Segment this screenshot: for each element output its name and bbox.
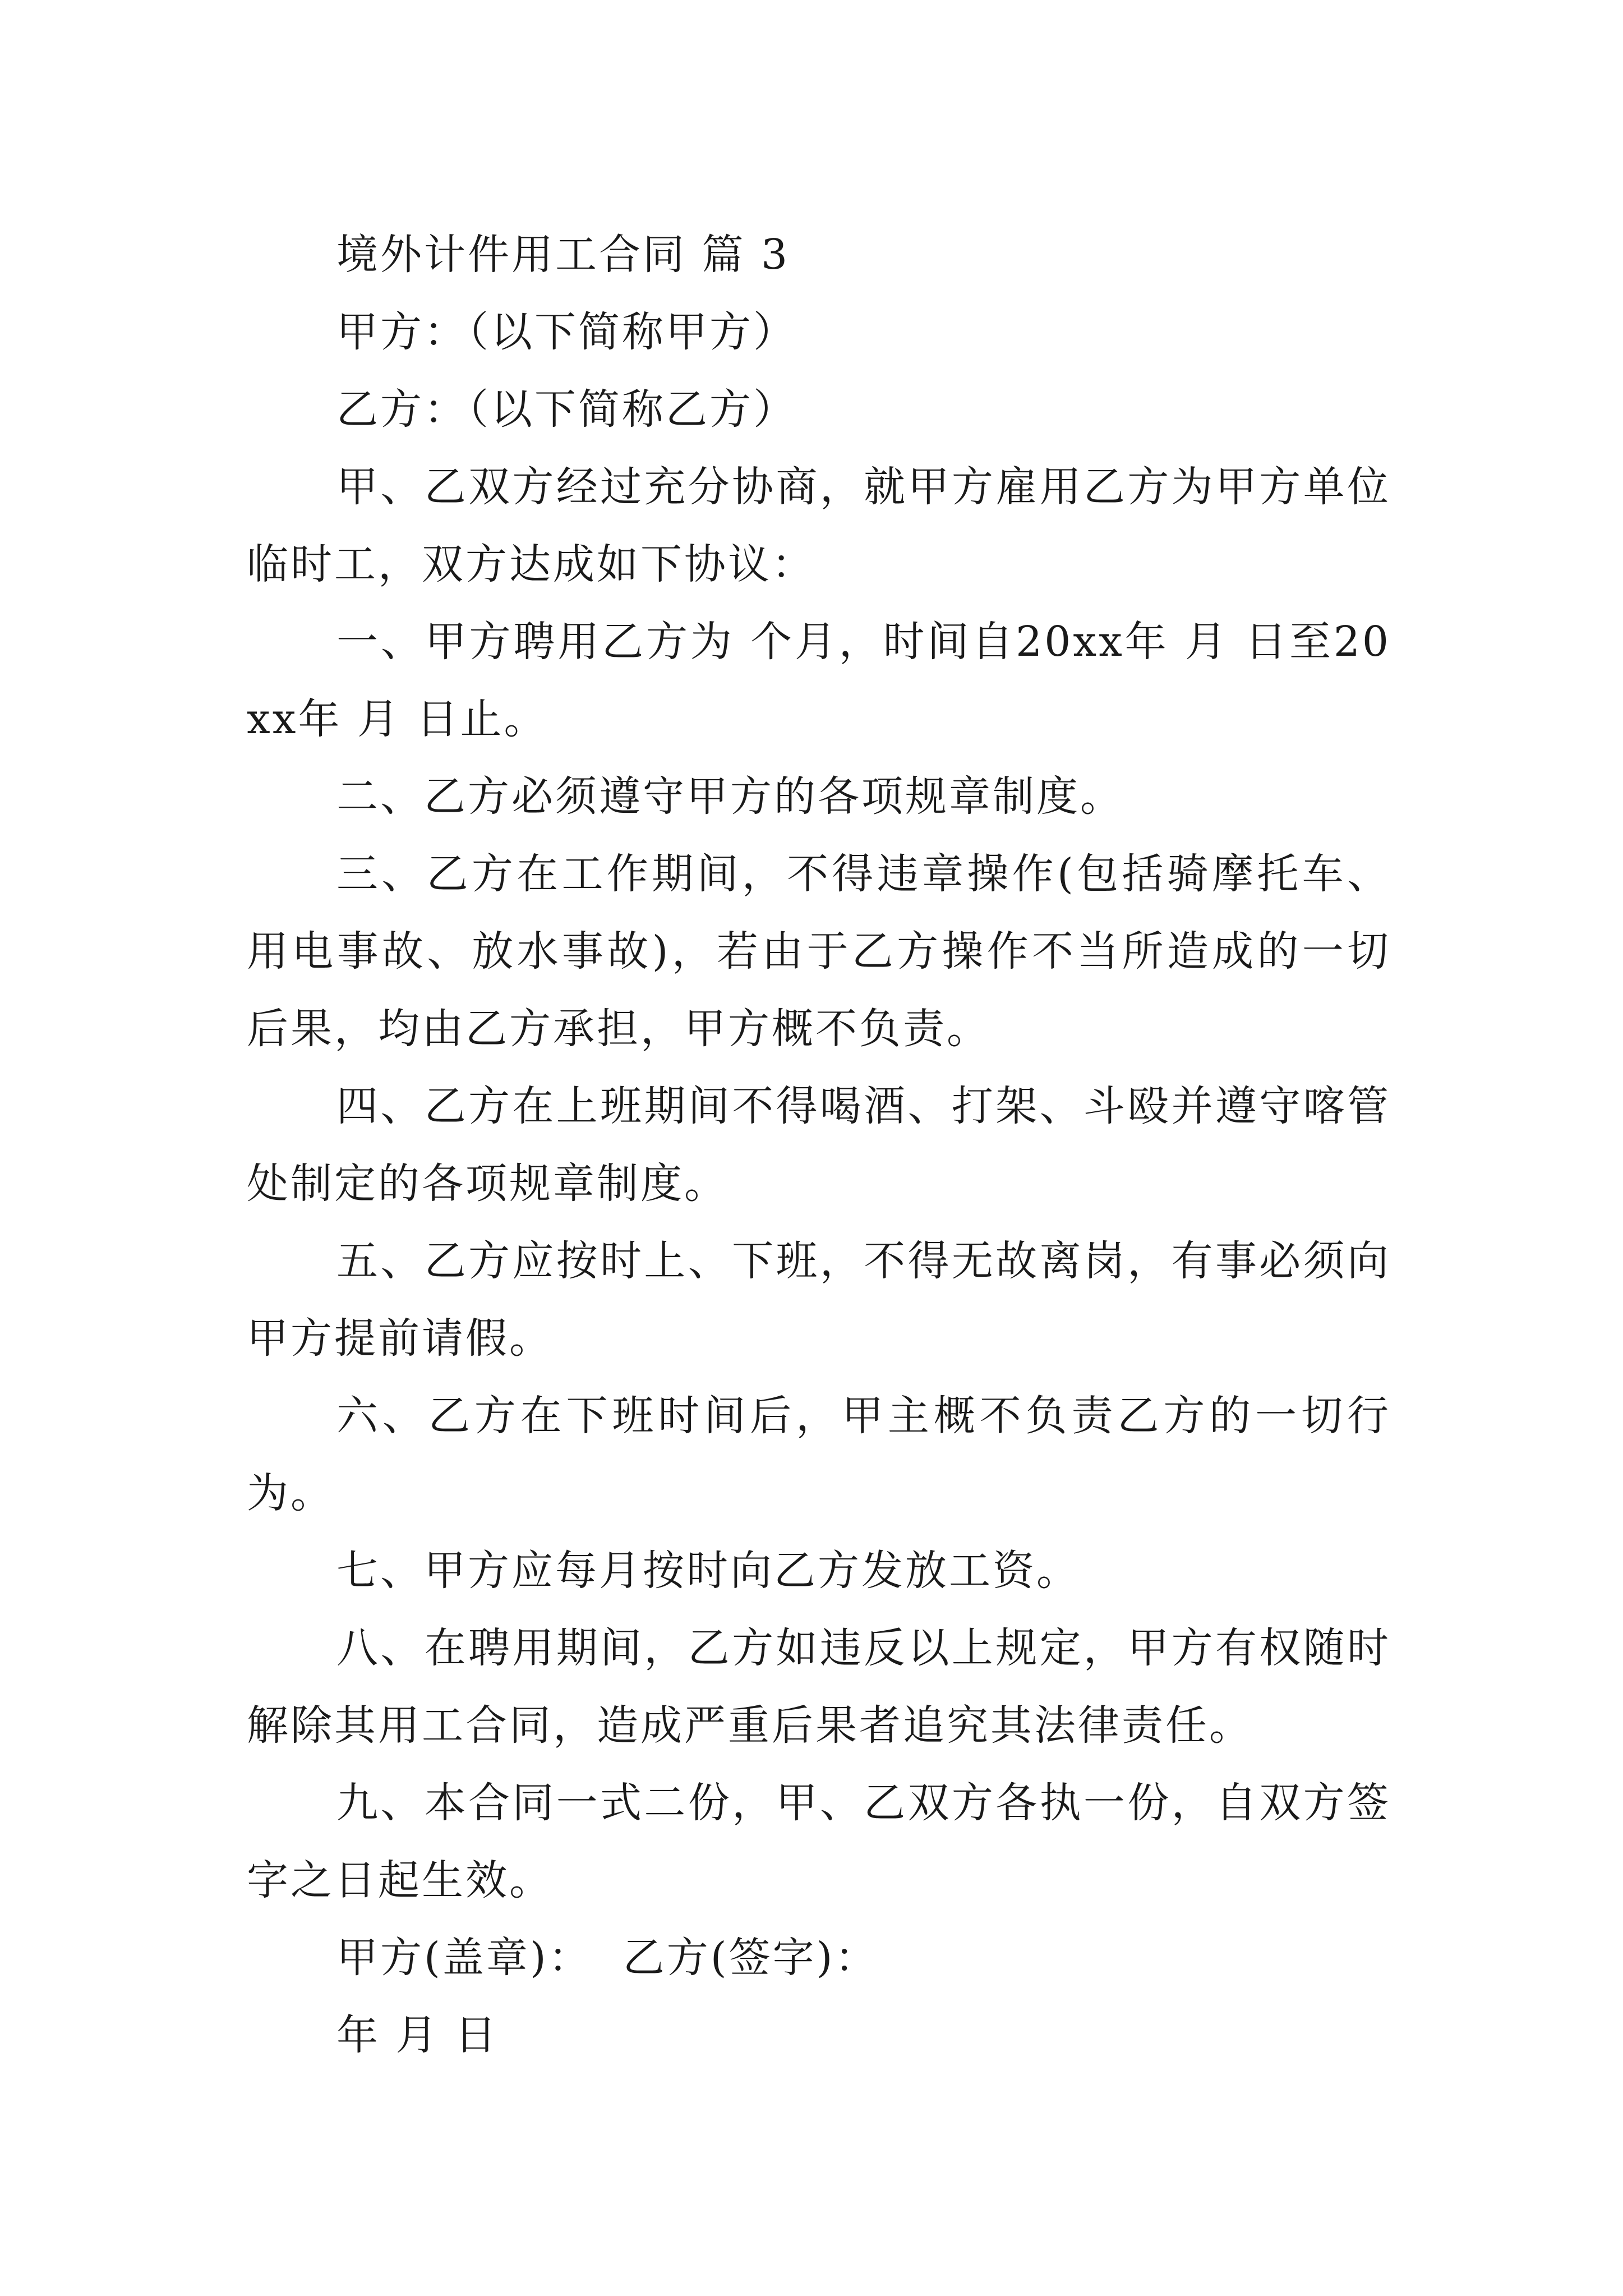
clause-5: 五、乙方应按时上、下班，不得无故离岗，有事必须向甲方提前请假。	[247, 1237, 1391, 1363]
signature-line: 甲方(盖章)： 乙方(签字)：	[336, 1934, 879, 1982]
clause-3: 三、乙方在工作期间，不得违章操作(包括骑摩托车、用电事故、放水事故)，若由于乙方操作不当所造成的一切后果，均由乙方承担，甲方概不负责。	[247, 850, 1391, 1053]
document-body	[247, 216, 1391, 2074]
clause-9: 九、本合同一式二份，甲、乙双方各执一份，自双方签字之日起生效。	[247, 1779, 1391, 1904]
party-b-line: 乙方：（以下简称乙方）	[336, 385, 797, 434]
party-a-line: 甲方：（以下简称甲方）	[336, 308, 797, 356]
clause-6: 六、乙方在下班时间后，甲主概不负责乙方的一切行为。	[247, 1392, 1391, 1517]
preamble-paragraph: 甲、乙双方经过充分协商，就甲方雇用乙方为甲方单位临时工，双方达成如下协议：	[247, 463, 1391, 588]
clause-1: 一、甲方聘用乙方为 个月，时间自20xx年 月 日至20xx年 月 日止。	[247, 618, 1391, 743]
clause-4: 四、乙方在上班期间不得喝酒、打架、斗殴并遵守喀管处制定的各项规章制度。	[247, 1082, 1391, 1208]
clause-2: 二、乙方必须遵守甲方的各项规章制度。	[336, 772, 1124, 821]
clause-8: 八、在聘用期间，乙方如违反以上规定，甲方有权随时解除其用工合同，造成严重后果者追究其法律责任。	[247, 1624, 1391, 1750]
clause-7: 七、甲方应每月按时向乙方发放工资。	[336, 1547, 1080, 1595]
contract-title: 境外计件用工合同 篇 3	[336, 231, 790, 279]
date-line: 年 月 日	[336, 2011, 499, 2059]
